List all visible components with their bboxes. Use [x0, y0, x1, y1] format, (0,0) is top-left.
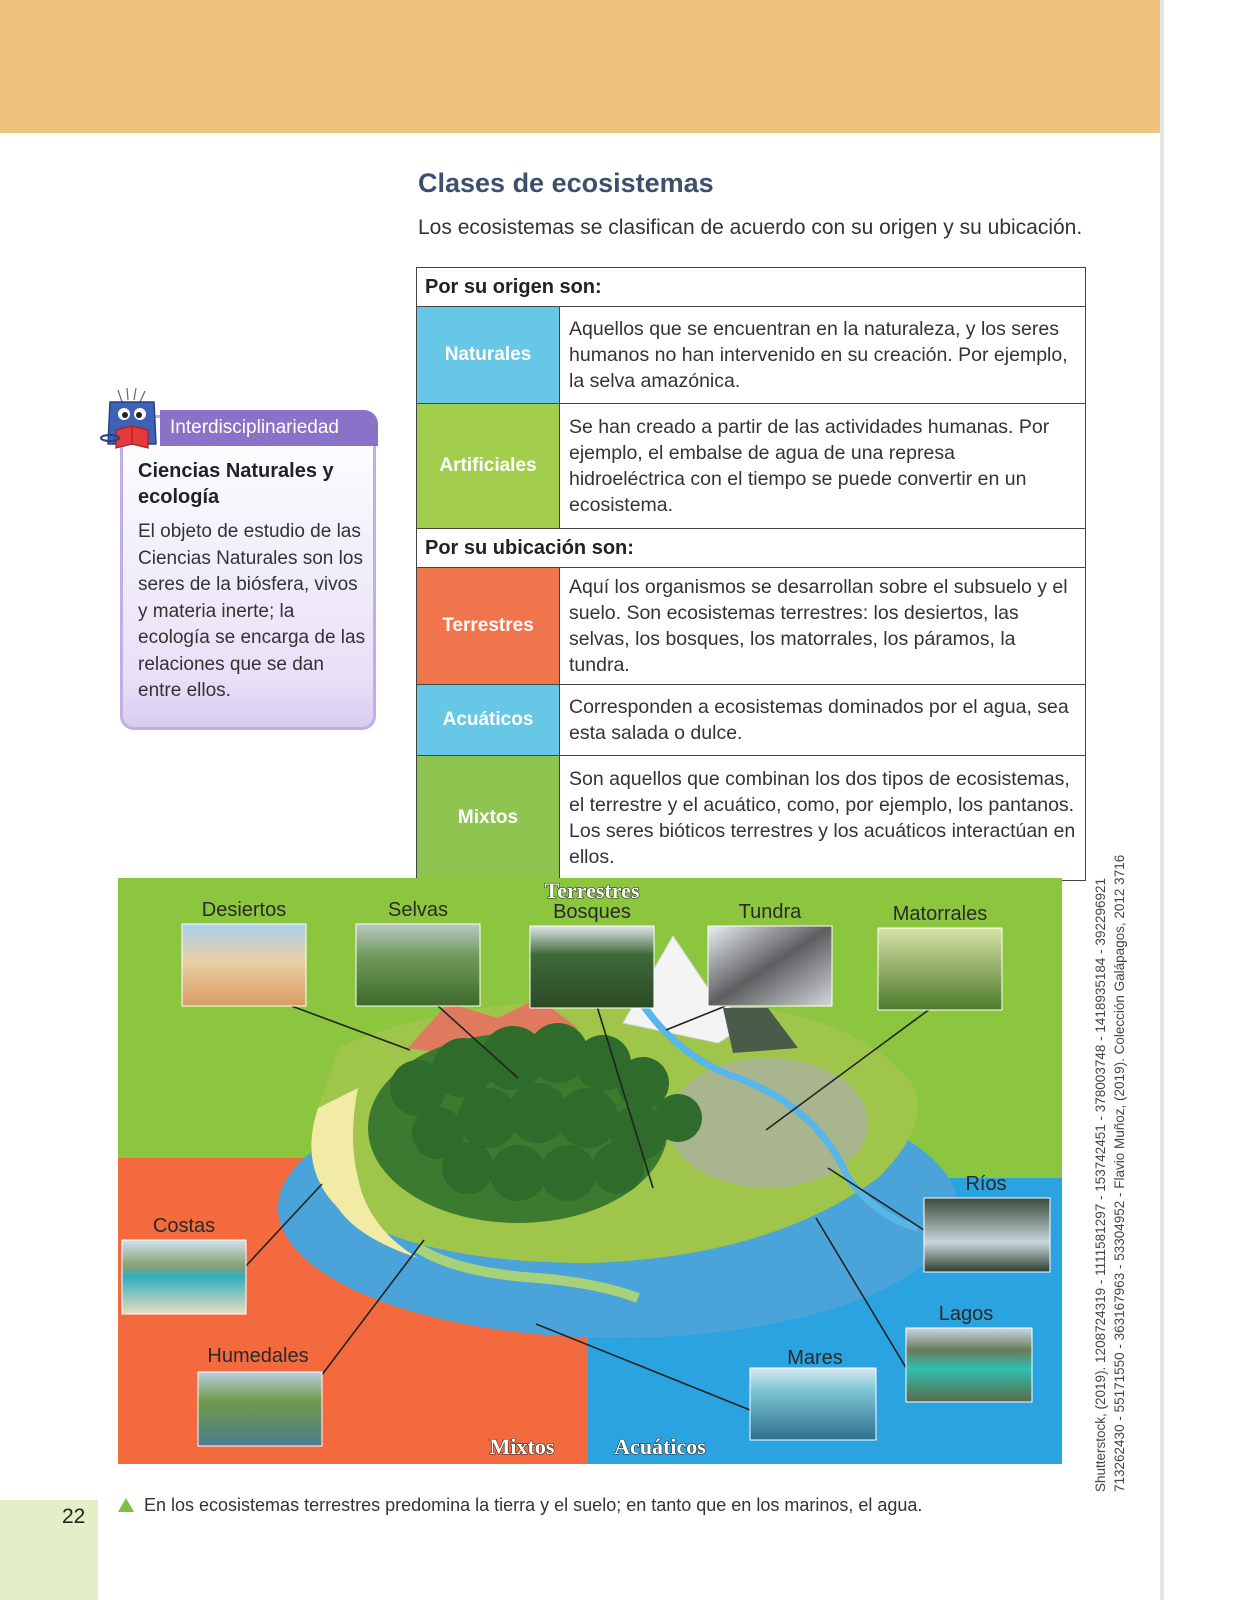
book-mascot-icon: [100, 388, 164, 458]
bosques-photo: [530, 926, 654, 1008]
label-lagos: Lagos: [938, 1303, 994, 1325]
tundra-photo: [708, 926, 832, 1006]
description-mixtos: Son aquellos que combinan los dos tipos de ecosistemas, el terrestre y el acuático, como, por ejemplo, los pantanos. Los seres bióticos terrestres y los acuáticos interactúan en ellos.: [560, 756, 1086, 881]
matorrales-photo: [878, 928, 1002, 1010]
label-rios: Ríos: [965, 1173, 1007, 1195]
table-section-row: [417, 529, 1086, 568]
intro-text: Los ecosistemas se clasifican de acuerdo con su origen y su ubicación.: [418, 216, 1083, 239]
ecosystem-classes-table: [416, 267, 1086, 881]
description-artificiales: Se han creado a partir de las actividades humanas. Por ejemplo, el embalse de agua de una represa hidroeléctrica con el tiempo se puede convertir en un ecosistema.: [560, 404, 1086, 529]
table-row: [417, 307, 1086, 404]
sidebar-title: Ciencias Naturales y ecología: [138, 460, 334, 508]
top-color-band: [0, 0, 1160, 133]
label-costas: Costas: [152, 1215, 216, 1237]
label-selvas: Selvas: [387, 899, 449, 921]
interdisciplinary-tab: Interdisciplinariedad: [160, 410, 378, 446]
table-row: [417, 568, 1086, 685]
category-naturales: Naturales: [417, 307, 560, 404]
page-edge: [1160, 0, 1164, 1600]
table-row: [417, 756, 1086, 881]
image-credits: [1091, 812, 1129, 1492]
description-terrestres: Aquí los organismos se desarrollan sobre el subsuelo y el suelo. Son ecosistemas terrestres: los desiertos, las selvas, los bosques, los matorrales, los páramos, la tundra.: [560, 568, 1086, 685]
category-acuaticos: Acuáticos: [417, 685, 560, 756]
desiertos-photo: [182, 924, 306, 1006]
label-bosques: Bosques: [553, 901, 631, 923]
selvas-photo: [356, 924, 480, 1006]
label-mares: Mares: [787, 1347, 843, 1369]
table-row: [417, 404, 1086, 529]
description-naturales: Aquellos que se encuentran en la naturaleza, y los seres humanos no han intervenido en su creación. Por ejemplo, la selva amazónica.: [560, 307, 1086, 404]
label-tundra: Tundra: [738, 901, 802, 923]
caption-text: En los ecosistemas terrestres predomina la tierra y el suelo; en tanto que en los marinos, el agua.: [144, 1495, 923, 1515]
label-desiertos: Desiertos: [201, 899, 287, 921]
table-row: [417, 685, 1086, 756]
credits-line-2: 713262430 - 55171550 - 363167963 - 53304952 - Flavio Muñoz, (2019). Colección Galápagos, 2012 3716: [1112, 854, 1127, 1492]
table-section-row: [417, 268, 1086, 307]
category-mixtos: Mixtos: [417, 756, 560, 881]
zone-title-acuaticos: Acuáticos: [614, 1434, 706, 1459]
page-number: 22: [62, 1505, 86, 1528]
label-matorrales: Matorrales: [892, 903, 988, 925]
label-humedales: Humedales: [207, 1345, 309, 1367]
category-terrestres: Terrestres: [417, 568, 560, 685]
mares-photo: [750, 1368, 876, 1440]
origin-header: Por su origen son:: [417, 268, 1086, 307]
section-heading: Clases de ecosistemas: [418, 168, 714, 198]
humedales-photo: [198, 1372, 322, 1446]
location-header: Por su ubicación son:: [417, 529, 1086, 568]
description-acuaticos: Corresponden a ecosistemas dominados por el agua, sea esta salada o dulce.: [560, 685, 1086, 756]
credits-line-1: Shutterstock, (2019). 1208724319 - 1111581297 - 153742451 - 378003748 - 1418935184 - 392296921: [1093, 878, 1108, 1492]
ecosystems-illustration: [118, 878, 1086, 1478]
category-artificiales: Artificiales: [417, 404, 560, 529]
zone-title-mixtos: Mixtos: [489, 1434, 555, 1459]
figure-caption: [118, 1495, 922, 1516]
costas-photo: [122, 1240, 246, 1314]
zone-title-terrestres: Terrestres: [544, 878, 640, 903]
lagos-photo: [906, 1328, 1032, 1402]
sidebar-text: El objeto de estudio de las Ciencias Naturales son los seres de la biósfera, vivos y materia inerte; la ecología se encarga de las relaciones que se dan entre ellos.: [138, 521, 366, 701]
triangle-marker-icon: [118, 1498, 134, 1512]
rios-photo: [924, 1198, 1050, 1272]
